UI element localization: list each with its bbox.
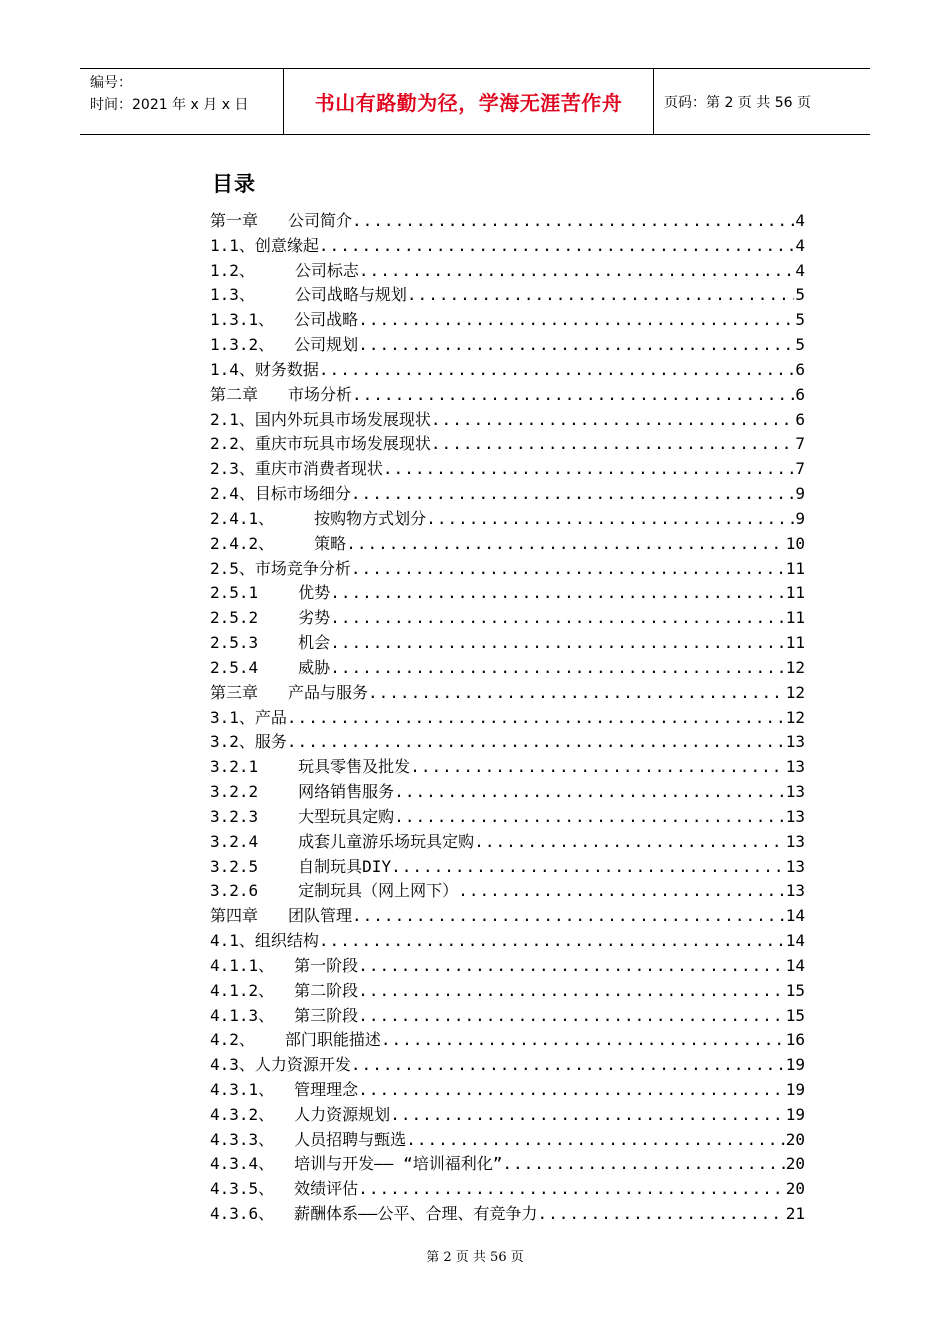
header-meta [80,69,283,134]
toc-entry[interactable] [210,755,805,780]
toc-entry[interactable] [210,457,805,482]
toc-entry[interactable] [210,780,805,805]
toc-entry-number: 4.3.5、 [210,1179,275,1199]
toc-entry-page: 9 [795,484,805,504]
toc-entry-number: 1.3.2、 [210,335,275,355]
toc-entry-label: 服务 [254,732,287,752]
toc-entry-number: 4.3.4、 [210,1154,275,1174]
toc-entry[interactable] [210,482,805,507]
toc-entry-page: 12 [785,682,805,702]
toc-entry-page: 13 [785,782,805,802]
toc-entry-label: 部门职能描述 [284,1030,381,1050]
toc-entry[interactable] [210,681,805,706]
toc-entry-leader [358,1078,785,1103]
toc-entry-leader [358,954,785,979]
toc-entry-label: 成套儿童游乐场玩具定购 [298,831,475,851]
toc-entry-number: 2.5.1 [210,583,259,603]
toc-entry-leader [351,482,794,507]
header-date-label: 时间：2021 年 x 月 x 日 [90,97,249,113]
toc-entry-label: 机会 [298,633,331,653]
toc-entry-page: 13 [785,831,805,851]
toc-entry-page: 7 [795,459,805,479]
toc-entry-page: 11 [785,633,805,653]
toc-entry-label: 国内外玩具市场发展现状 [254,409,431,429]
toc-entry-label: 薪酬体系——公平、合理、有竞争力 [294,1204,538,1224]
toc-entry-leader [351,557,785,582]
toc-entry[interactable] [210,234,805,259]
toc-entry-leader [346,532,785,557]
toc-entry[interactable] [210,929,805,954]
toc-entry-label: 网络销售服务 [298,782,395,802]
toc-entry-label: 组织结构 [254,931,319,951]
toc-entry-leader [358,1004,785,1029]
toc-entry[interactable] [210,557,805,582]
toc-entry-label: 重庆市玩具市场发展现状 [254,434,431,454]
toc-entry-leader [390,1103,785,1128]
toc-entry-leader [368,681,785,706]
toc-entry-label: 创意缘起 [254,235,319,255]
toc-entry-number: 3.2、 [210,732,255,752]
toc-entry-label: 重庆市消费者现状 [254,459,383,479]
toc-entry-label: 团队管理 [288,906,353,926]
toc-entry-page: 10 [785,533,805,553]
toc-entry-page: 20 [785,1129,805,1149]
toc-entry-page: 19 [785,1079,805,1099]
toc-entry-number: 2.5.4 [210,657,259,677]
toc-entry-number: 3.2.1 [210,757,259,777]
toc-entry-number: 4.1.2、 [210,980,275,1000]
toc-entry-leader [431,408,794,433]
page-footer: 第 2 页 共 56 页 [426,1250,524,1265]
toc-entry-page: 19 [785,1104,805,1124]
toc-entry-label: 第三阶段 [294,1005,359,1025]
toc-entry[interactable] [210,730,805,755]
toc-entry-label: 大型玩具定购 [298,806,395,826]
toc-entry-number: 4.1.1、 [210,955,275,975]
toc-entry-number: 2.4.2、 [210,533,275,553]
toc-entry-number: 4.3、 [210,1055,255,1075]
toc-entry-number: 4.3.6、 [210,1204,275,1224]
toc-entry[interactable] [210,1177,805,1202]
toc-entry-page: 11 [785,608,805,628]
toc-entry[interactable] [210,581,805,606]
toc-entry[interactable] [210,1028,805,1053]
toc-entry[interactable] [210,1053,805,1078]
toc-entry-number: 1.1、 [210,235,255,255]
toc-entry-page: 13 [785,732,805,752]
toc-entry-leader [381,1028,785,1053]
toc-entry-page: 21 [785,1204,805,1224]
toc-entry[interactable] [210,954,805,979]
toc-entry-number: 1.4、 [210,359,255,379]
toc-entry[interactable] [210,1078,805,1103]
toc-entry-leader [358,333,794,358]
toc-entry-label: 威胁 [298,657,331,677]
toc-entry-page: 15 [785,1005,805,1025]
toc-entry-leader [358,979,785,1004]
toc-entry-label: 公司简介 [288,211,353,230]
toc-entry-label: 第一阶段 [294,955,359,975]
toc-entry-label: 公司规划 [294,335,359,355]
toc-entry-page: 5 [795,335,805,355]
toc-entry[interactable] [210,1152,805,1177]
toc-entry-leader [537,1202,784,1227]
toc-entry-leader [319,358,794,383]
toc-entry[interactable] [210,1202,805,1227]
toc-entry-number: 3.2.2 [210,782,259,802]
toc-entry-number: 2.1、 [210,409,255,429]
toc-entry-label: 公司标志 [294,260,359,280]
toc-entry-number: 2.4.1、 [210,508,275,528]
toc-entry[interactable] [210,855,805,880]
toc-entry-leader [330,656,785,681]
toc-entry-number: 第一章 [210,211,259,230]
toc-entry-leader [474,830,785,855]
toc-entry-label: 定制玩具（网上网下） [298,881,459,901]
toc-entry[interactable] [210,805,805,830]
toc-entry[interactable] [210,432,805,457]
toc-entry-page: 20 [785,1179,805,1199]
toc-entry-number: 4.3.2、 [210,1104,275,1124]
toc-entry[interactable] [210,879,805,904]
toc-entry-leader [330,581,785,606]
toc-entry-page: 11 [785,583,805,603]
toc-entry-page: 19 [785,1055,805,1075]
toc-entry-leader [319,234,794,259]
toc-entry-page: 13 [785,806,805,826]
toc-entry[interactable] [210,333,805,358]
header-number-label: 编号： [90,75,132,91]
toc-entry-leader [407,283,794,308]
toc-entry-leader [394,780,785,805]
header-page-info: 页码：第 2 页 共 56 页 [664,94,811,111]
toc-entry[interactable] [210,1004,805,1029]
toc-entry[interactable] [210,904,805,929]
toc-entry[interactable] [210,706,805,731]
toc-entry[interactable] [210,259,805,284]
toc-entry-page: 5 [795,310,805,330]
toc-entry-page: 14 [785,955,805,975]
toc-entry-number: 2.2、 [210,434,255,454]
toc-entry-page: 6 [795,409,805,429]
toc-entry-leader [330,631,785,656]
toc-entry-page: 6 [795,384,805,404]
toc-entry-leader [319,929,785,954]
toc-entry-label: 财务数据 [254,359,319,379]
toc-entry-number: 2.5、 [210,558,255,578]
toc-entry-label: 第二阶段 [294,980,359,1000]
toc-entry-number: 第三章 [210,682,259,702]
toc-entry-leader [383,457,794,482]
toc-entry-leader [410,755,785,780]
toc-entry-number: 2.3、 [210,459,255,479]
toc-entry-label: 策略 [314,533,347,553]
toc-entry-leader [352,383,794,408]
toc-entry[interactable] [210,1128,805,1153]
toc-entry-number: 3.1、 [210,707,255,727]
toc-entry-leader [391,855,785,880]
toc-entry[interactable] [210,606,805,631]
page-header [80,68,870,135]
toc-entry[interactable] [210,283,805,308]
toc-entry-page: 14 [785,906,805,926]
toc-entry-number: 4.1.3、 [210,1005,275,1025]
toc-entry-label: 公司战略 [294,310,359,330]
toc-entry-number: 1.2、 [210,260,255,280]
toc-entry[interactable] [210,383,805,408]
toc-entry-page: 6 [795,359,805,379]
toc-entry-number: 2.5.2 [210,608,259,628]
toc-entry-number: 3.2.6 [210,881,259,901]
toc-entry-page: 13 [785,757,805,777]
toc-entry-label: 玩具零售及批发 [298,757,411,777]
toc-entry-leader [352,904,785,929]
toc-entry-leader [406,1128,785,1153]
toc-entry-number: 2.5.3 [210,633,259,653]
toc-entry-page: 11 [785,558,805,578]
toc-entry-page: 4 [795,260,805,280]
header-motto: 书山有路勤为径，学海无涯苦作舟 [283,69,654,134]
toc-entry-leader [426,507,794,532]
toc-entry-label: 产品 [254,707,287,727]
toc-entry-leader [358,1177,785,1202]
toc-entry-number: 4.2、 [210,1030,255,1050]
toc-entry-label: 产品与服务 [288,682,369,702]
toc-entry-number: 第四章 [210,906,259,926]
toc-entry[interactable] [210,532,805,557]
toc-entry-leader [458,879,785,904]
toc-entry-label: 效绩评估 [294,1179,359,1199]
toc-entry-page: 12 [785,707,805,727]
toc-entry-label: 自制玩具DIY [298,856,392,876]
toc-entry-label: 人力资源开发 [254,1055,351,1075]
toc-entry-number: 3.2.4 [210,831,259,851]
toc-entry-leader [359,259,794,284]
toc-entry-label: 培训与开发—— “培训福利化” [294,1154,503,1174]
toc-entry-leader [330,606,785,631]
toc-entry-page: 16 [785,1030,805,1050]
toc-list [210,209,805,1227]
toc-entry-number: 2.4、 [210,484,255,504]
toc-entry[interactable] [210,507,805,532]
toc-entry-leader [287,730,785,755]
toc-entry-label: 管理理念 [294,1079,359,1099]
toc-entry[interactable] [210,656,805,681]
toc-entry[interactable] [210,408,805,433]
toc-entry-leader [352,209,794,234]
toc-entry[interactable] [210,1103,805,1128]
toc-entry-leader [502,1152,784,1177]
toc-entry-leader [431,432,794,457]
toc-entry-leader [351,1053,785,1078]
toc-entry-page: 20 [785,1154,805,1174]
toc-entry[interactable] [210,358,805,383]
toc-entry-page: 15 [785,980,805,1000]
toc-entry-label: 市场竞争分析 [254,558,351,578]
toc-entry-label: 市场分析 [288,384,353,404]
toc-entry-label: 公司战略与规划 [294,285,407,305]
toc-entry-label: 目标市场细分 [254,484,351,504]
toc-entry-number: 3.2.5 [210,856,259,876]
toc-entry[interactable] [210,209,805,234]
toc-entry[interactable] [210,830,805,855]
toc-entry-page: 13 [785,856,805,876]
toc-entry[interactable] [210,979,805,1004]
toc-entry-label: 劣势 [298,608,331,628]
toc-entry-leader [287,706,785,731]
toc-entry-number: 第二章 [210,384,259,404]
toc-entry-page: 4 [795,211,805,230]
toc-entry-label: 人员招聘与甄选 [294,1129,407,1149]
toc-entry-page: 9 [795,508,805,528]
toc-entry-number: 4.3.1、 [210,1079,275,1099]
toc-entry-label: 按购物方式划分 [314,508,427,528]
toc-entry-number: 1.3、 [210,285,255,305]
toc-entry-page: 12 [785,657,805,677]
toc-entry-label: 优势 [298,583,331,603]
toc-entry-number: 4.1、 [210,931,255,951]
toc-entry[interactable] [210,308,805,333]
toc-entry-number: 1.3.1、 [210,310,275,330]
toc-entry-number: 3.2.3 [210,806,259,826]
toc-entry-leader [358,308,794,333]
toc-title: 目录 [212,172,256,196]
toc-entry-page: 5 [795,285,805,305]
toc-entry-page: 14 [785,931,805,951]
toc-entry-leader [394,805,785,830]
toc-entry-page: 13 [785,881,805,901]
toc-entry-label: 人力资源规划 [294,1104,391,1124]
toc-entry-page: 7 [795,434,805,454]
toc-entry-page: 4 [795,235,805,255]
toc-entry-number: 4.3.3、 [210,1129,275,1149]
toc-entry[interactable] [210,631,805,656]
